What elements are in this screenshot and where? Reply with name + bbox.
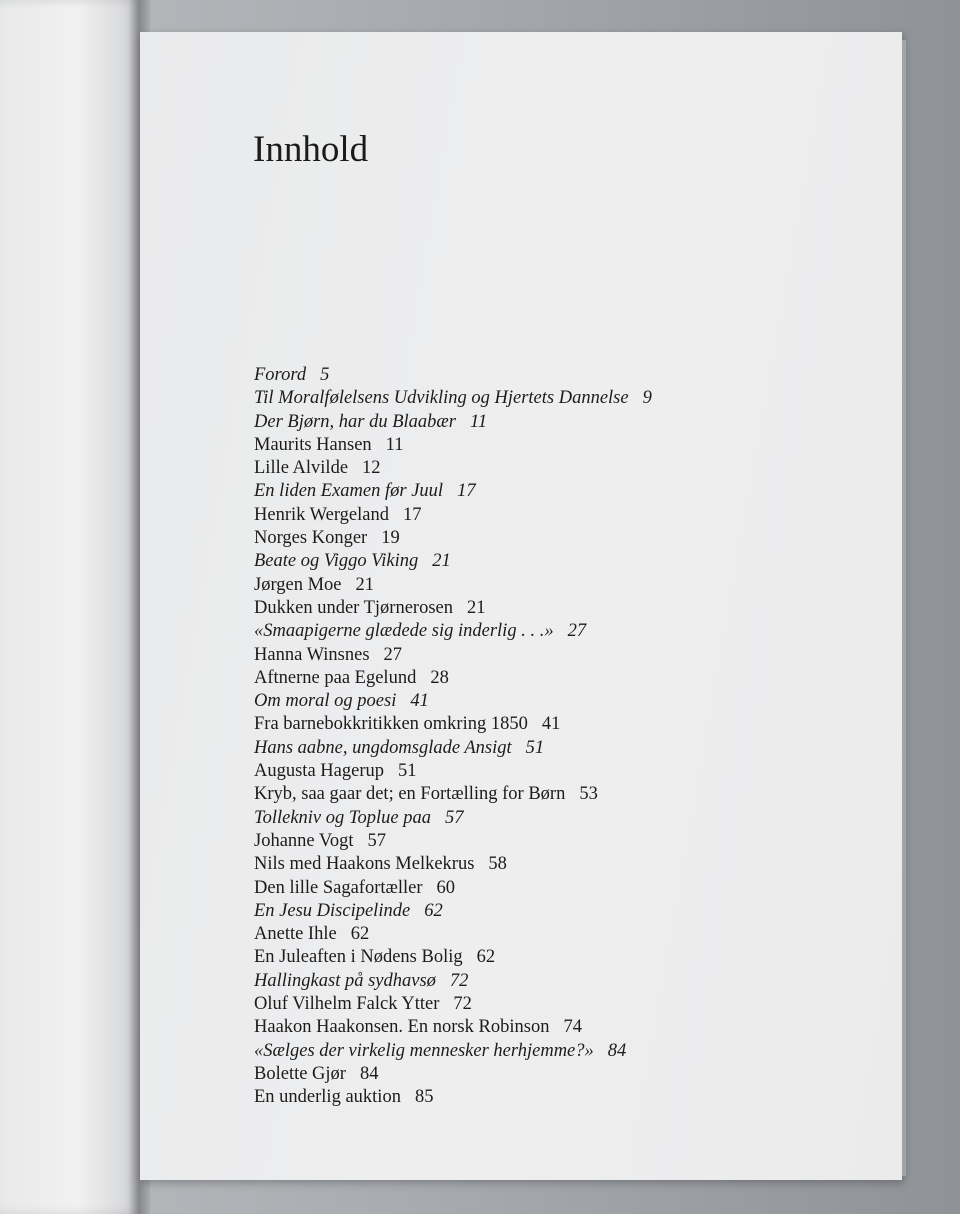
toc-entry-title: Beate og Viggo Viking: [254, 551, 419, 572]
toc-entry: [254, 690, 652, 713]
toc-entry-title: Fra barnebokkritikken omkring 1850: [254, 714, 528, 735]
toc-entry-title: Norges Konger: [254, 528, 368, 549]
toc-entry: [254, 620, 652, 643]
toc-entry: [254, 783, 652, 806]
toc-entry-page: 19: [381, 528, 400, 549]
toc-entry: [254, 993, 652, 1016]
toc-entry-page: 27: [567, 621, 587, 642]
toc-entry: [254, 364, 652, 387]
toc-entry-page: 74: [563, 1017, 582, 1038]
toc-entry-title: Hans aabne, ungdomsglade Ansigt: [254, 737, 512, 758]
toc-entry-title: Johanne Vogt: [254, 830, 354, 851]
toc-entry-page: 58: [488, 854, 507, 875]
toc-entry-title: Nils med Haakons Melkekrus: [254, 854, 475, 875]
toc-entry-page: 11: [385, 434, 404, 455]
toc-entry: [254, 970, 652, 993]
toc-entry-page: 84: [607, 1040, 627, 1061]
toc-entry-title: Jørgen Moe: [254, 574, 342, 595]
toc-entry-page: 60: [436, 877, 456, 898]
toc-entry: [254, 644, 652, 667]
toc-entry-title: Anette Ihle: [254, 924, 337, 945]
toc-entry-title: Augusta Hagerup: [254, 761, 384, 782]
toc-entry: [254, 1063, 652, 1086]
toc-entry: [254, 853, 652, 876]
toc-entry-page: 51: [525, 737, 545, 758]
toc-entry-title: Lille Alvilde: [254, 458, 349, 479]
toc-entry-title: Aftnerne paa Egelund: [254, 667, 417, 688]
toc-entry-title: «Smaapigerne glædede sig inderlig . . .»: [254, 621, 554, 642]
toc-entry-title: Bolette Gjør: [254, 1063, 346, 1084]
toc-entry-title: En Juleaften i Nødens Bolig: [254, 947, 463, 968]
toc-entry-page: 62: [424, 900, 443, 921]
toc-entry-page: 41: [410, 691, 429, 712]
toc-entry: [254, 877, 652, 900]
toc-entry-page: 51: [397, 761, 417, 782]
toc-entry: [254, 667, 652, 690]
table-of-contents: [254, 364, 652, 1110]
toc-entry-page: 85: [414, 1087, 434, 1108]
left-page: [0, 0, 140, 1214]
toc-entry: [254, 457, 652, 480]
toc-entry: [254, 923, 652, 946]
toc-entry-page: 57: [367, 830, 387, 851]
toc-entry-page: 11: [469, 411, 488, 432]
toc-entry: [254, 527, 652, 550]
toc-entry-page: 17: [457, 481, 476, 502]
toc-entry-page: 17: [403, 504, 422, 525]
toc-entry: [254, 504, 652, 527]
toc-entry: [254, 480, 652, 503]
toc-entry: [254, 597, 652, 620]
toc-entry: [254, 946, 652, 969]
toc-entry-title: En underlig auktion: [254, 1087, 401, 1108]
toc-entry: [254, 1016, 652, 1039]
toc-entry-title: Der Bjørn, har du Blaabær: [254, 411, 456, 432]
toc-entry: [254, 737, 652, 760]
toc-entry-page: 72: [453, 994, 472, 1015]
toc-entry-page: 72: [449, 970, 469, 991]
toc-entry-title: En Jesu Discipelinde: [254, 900, 411, 921]
toc-entry-page: 9: [642, 388, 652, 409]
toc-entry: [254, 550, 652, 573]
toc-entry-page: 12: [362, 458, 381, 479]
toc-entry-page: 21: [467, 597, 486, 618]
toc-entry: [254, 807, 652, 830]
toc-entry-page: 28: [430, 667, 449, 688]
toc-entry: [254, 1040, 652, 1063]
toc-entry-title: Maurits Hansen: [254, 434, 372, 455]
toc-entry: [254, 713, 652, 736]
toc-entry: [254, 387, 652, 410]
toc-entry-title: Hallingkast på sydhavsø: [254, 970, 436, 991]
toc-entry-title: «Sælges der virkelig mennesker herhjemme?»: [254, 1040, 594, 1061]
toc-entry: [254, 830, 652, 853]
toc-entry-page: 27: [383, 644, 403, 665]
toc-entry: [254, 1086, 652, 1109]
toc-entry: [254, 434, 652, 457]
toc-entry-title: Tollekniv og Toplue paa: [254, 807, 431, 828]
toc-entry-page: 53: [579, 784, 598, 805]
toc-entry-title: En liden Examen før Juul: [254, 481, 444, 502]
toc-entry-page: 21: [432, 551, 451, 572]
toc-entry-page: 57: [444, 807, 464, 828]
toc-entry: [254, 760, 652, 783]
page-title: Innhold: [253, 129, 369, 170]
toc-entry-title: Haakon Haakonsen. En norsk Robinson: [254, 1017, 550, 1038]
toc-entry-page: 41: [541, 714, 561, 735]
toc-entry-page: 84: [359, 1063, 379, 1084]
toc-entry: [254, 900, 652, 923]
toc-entry-title: Henrik Wergeland: [254, 504, 389, 525]
toc-entry-title: Kryb, saa gaar det; en Fortælling for Børn: [254, 784, 566, 805]
toc-entry-title: Til Moralfølelsens Udvikling og Hjertets Dannelse: [254, 388, 629, 409]
toc-entry-title: Den lille Sagafortæller: [254, 877, 423, 898]
toc-entry-title: Forord: [254, 365, 307, 385]
toc-entry-title: Hanna Winsnes: [254, 644, 370, 665]
toc-entry: [254, 411, 652, 434]
toc-entry-page: 62: [350, 924, 370, 945]
toc-entry-page: 21: [355, 574, 375, 595]
toc-entry-title: Oluf Vilhelm Falck Ytter: [254, 994, 440, 1015]
toc-entry: [254, 574, 652, 597]
toc-entry-page: 62: [476, 947, 496, 968]
toc-entry-title: Dukken under Tjørnerosen: [254, 597, 453, 618]
toc-entry-page: 5: [320, 365, 330, 385]
toc-entry-title: Om moral og poesi: [254, 691, 397, 712]
